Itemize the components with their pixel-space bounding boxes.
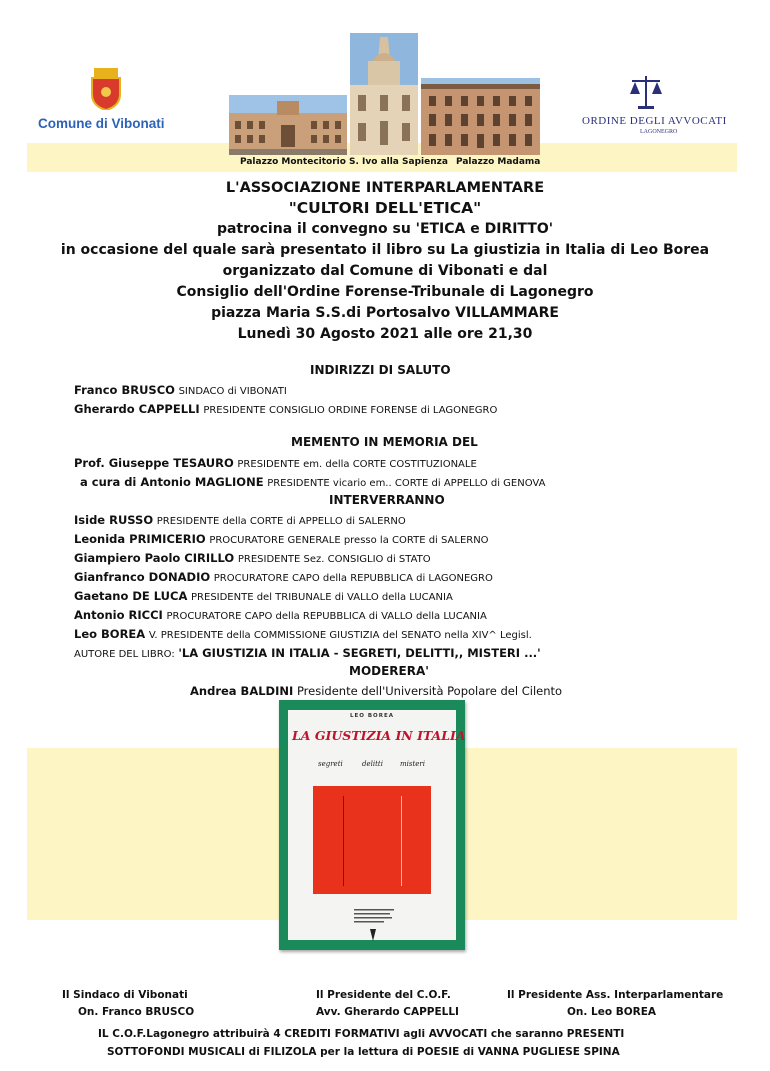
speaker-line — [74, 402, 497, 416]
book-title-quote: 'LA GIUSTIZIA IN ITALIA - SEGRETI, DELITTI,, MISTERI ...' — [178, 646, 541, 660]
speaker-role: PRESIDENTE della CORTE di APPELLO di SALERNO — [156, 516, 406, 527]
speaker-role: PROCURATORE CAPO della REPUBBLICA di VALLO della LUCANIA — [166, 611, 487, 622]
event-line: in occasione del quale sarà presentato il libro su La giustizia in Italia di Leo Borea — [60, 242, 710, 258]
speaker-line — [74, 627, 532, 641]
author-prefix: AUTORE DEL LIBRO: — [74, 649, 175, 660]
memento-heading: MEMENTO IN MEMORIA DEL — [291, 435, 478, 449]
speaker-name: Gaetano DE LUCA — [74, 589, 188, 603]
scales-of-justice-icon — [626, 72, 666, 112]
speaker-role: SINDACO di VIBONATI — [178, 386, 287, 397]
book-cover-title: LA GIUSTIZIA IN ITALIA — [292, 728, 466, 743]
book-cover-stroke — [401, 796, 402, 886]
speaker-role: PRESIDENTE CONSIGLIO ORDINE FORENSE di LAGONEGRO — [203, 405, 498, 416]
speaker-line — [74, 513, 406, 527]
speaker-name: Antonio RICCI — [74, 608, 163, 622]
moderator-name: Andrea BALDINI — [190, 684, 294, 698]
speaker-line — [74, 551, 431, 565]
book-cover-sub: misteri — [400, 760, 426, 768]
event-description — [0, 219, 770, 345]
palazzo-montecitorio-photo — [229, 95, 347, 155]
signature-name: On. Leo BOREA — [567, 1006, 657, 1018]
moderera-heading: MODERERA' — [349, 664, 429, 678]
footer-credits: IL C.O.F.Lagonegro attribuirà 4 CREDITI FORMATIVI agli AVVOCATI che saranno PRESENTI — [98, 1028, 625, 1040]
comune-logo-text: Comune di Vibonati — [38, 116, 165, 131]
book-cover-author: LEO BOREA — [350, 713, 394, 719]
speaker-line — [74, 570, 493, 584]
speaker-line — [74, 608, 487, 622]
signature-role: Il Presidente del C.O.F. — [316, 989, 451, 1001]
speaker-role: PRESIDENTE Sez. CONSIGLIO di STATO — [237, 554, 431, 565]
speaker-name: Prof. Giuseppe TESAURO — [74, 456, 234, 470]
signature-role: Il Presidente Ass. Interparlamentare — [507, 989, 724, 1001]
speaker-role: PRESIDENTE del TRIBUNALE di VALLO della LUCANIA — [191, 592, 453, 603]
caption-sant-ivo: S. Ivo alla Sapienza — [349, 157, 448, 167]
ordine-logo-subtext: LAGONEGRO — [640, 129, 678, 135]
book-author-line — [74, 646, 541, 660]
event-line: Consiglio dell'Ordine Forense-Tribunale di Lagonegro — [176, 284, 594, 300]
book-cover-sub: delitti — [362, 760, 383, 768]
event-date: Lunedì 30 Agosto 2021 alle ore 21,30 — [237, 326, 533, 342]
event-line: organizzato dal Comune di Vibonati e dal — [222, 263, 548, 279]
speaker-name: Leonida PRIMICERIO — [74, 532, 206, 546]
signature-name: On. Franco BRUSCO — [78, 1006, 195, 1018]
speaker-name: Giampiero Paolo CIRILLO — [74, 551, 235, 565]
speaker-name: Franco BRUSCO — [74, 383, 175, 397]
book-cover-red-panel — [313, 786, 431, 894]
speaker-name: Gherardo CAPPELLI — [74, 402, 200, 416]
speaker-role: V. PRESIDENTE della COMMISSIONE GIUSTIZIA del SENATO nella XIV^ Legisl. — [148, 630, 532, 641]
association-title: L'ASSOCIAZIONE INTERPARLAMENTARE — [225, 180, 545, 196]
book-cover-inner — [288, 710, 466, 940]
speaker-name: a cura di Antonio MAGLIONE — [80, 475, 264, 489]
speaker-name: Gianfranco DONADIO — [74, 570, 211, 584]
speaker-role: PRESIDENTE vicario em.. CORTE di APPELLO di GENOVA — [267, 478, 546, 489]
event-line: piazza Maria S.S.di Portosalvo VILLAMMARE — [211, 305, 559, 321]
book-cover-stroke — [343, 796, 344, 886]
publisher-logo-icon — [368, 926, 378, 938]
signature-name: Avv. Gherardo CAPPELLI — [316, 1006, 459, 1018]
speaker-role: PROCURATORE CAPO della REPUBBLICA di LAGONEGRO — [213, 573, 493, 584]
book-cover-text-block — [354, 908, 394, 922]
speaker-role: PRESIDENTE em. della CORTE COSTITUZIONALE — [237, 459, 477, 470]
book-cover-sub: segreti — [318, 760, 343, 768]
speaker-role: PROCURATORE GENERALE presso la CORTE di SALERNO — [209, 535, 489, 546]
moderator-line — [190, 684, 562, 698]
speaker-name: Leo BOREA — [74, 627, 146, 641]
caption-montecitorio: Palazzo Montecitorio — [240, 157, 346, 167]
saluto-heading: INDIRIZZI DI SALUTO — [310, 363, 451, 377]
book-cover — [279, 700, 465, 950]
footer-music: SOTTOFONDI MUSICALI di FILIZOLA per la lettura di POESIE di VANNA PUGLIESE SPINA — [107, 1046, 620, 1058]
speaker-line — [74, 456, 477, 470]
ordine-logo-text: ORDINE DEGLI AVVOCATI — [582, 115, 727, 127]
association-name: "CULTORI DELL'ETICA" — [288, 199, 482, 217]
caption-madama: Palazzo Madama — [456, 157, 541, 167]
speaker-line — [74, 589, 453, 603]
moderator-role: Presidente dell'Università Popolare del Cilento — [296, 684, 563, 698]
event-line: patrocina il convegno su 'ETICA e DIRITTO' — [216, 221, 554, 237]
speaker-name: Iside RUSSO — [74, 513, 154, 527]
palazzo-madama-photo — [421, 78, 540, 155]
speaker-line — [80, 475, 545, 489]
sant-ivo-photo — [350, 33, 418, 155]
vibonati-crest-icon — [88, 68, 124, 110]
interverranno-heading: INTERVERRANNO — [329, 493, 445, 507]
speaker-line — [74, 383, 287, 397]
signature-role: Il Sindaco di Vibonati — [62, 989, 188, 1001]
speaker-line — [74, 532, 489, 546]
